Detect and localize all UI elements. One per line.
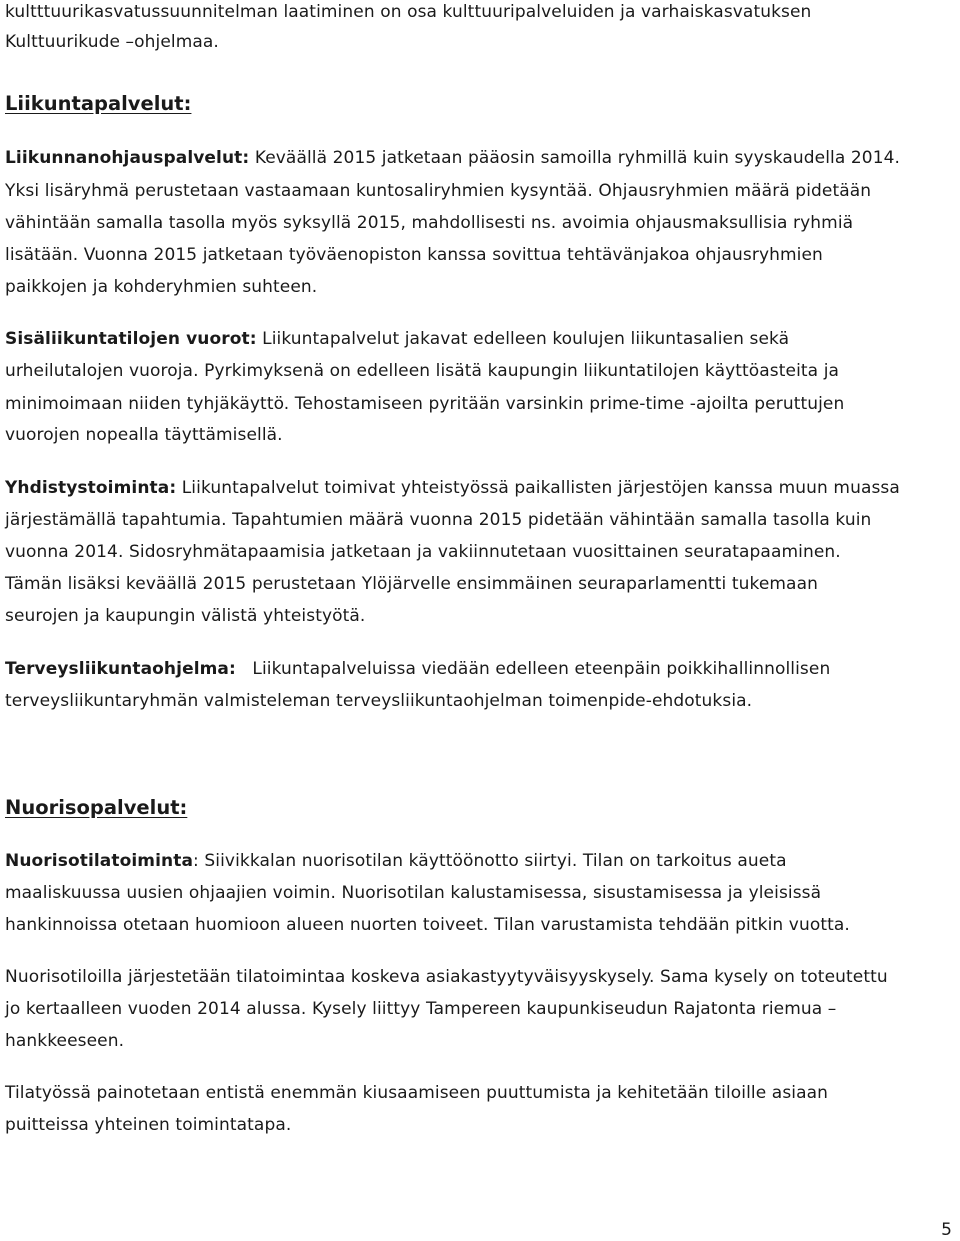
section-heading-liikuntapalvelut: Liikuntapalvelut: — [5, 92, 192, 115]
paragraph-line: vuonna 2014. Sidosryhmätapaamisia jatketaan ja vakiinnutetaan vuosittainen seuratapaaminen. — [5, 542, 841, 562]
paragraph-line — [5, 850, 787, 872]
intro-line-2: Kulttuurikude –ohjelmaa. — [5, 32, 219, 52]
paragraph-line: puitteissa yhteinen toimintatapa. — [5, 1115, 292, 1135]
paragraph-line: hankinnoissa otetaan huomioon alueen nuorten toiveet. Tilan varustamista tehdään pitkin vuotta. — [5, 915, 850, 935]
paragraph-line — [5, 477, 900, 499]
paragraph-line: hankkeeseen. — [5, 1031, 125, 1051]
paragraph-line: seurojen ja kaupungin välistä yhteistyötä. — [5, 606, 366, 626]
paragraph-line — [5, 328, 789, 350]
paragraph-line: Yksi lisäryhmä perustetaan vastaamaan kuntosaliryhmien kysyntää. Ohjausryhmien määrä pidetään — [5, 181, 872, 201]
paragraph-line: Tämän lisäksi keväällä 2015 perustetaan Ylöjärvelle ensimmäinen seuraparlamentti tukemaan — [5, 574, 818, 594]
paragraph-line: minimoimaan niiden tyhjäkäyttö. Tehostamiseen pyritään varsinkin prime-time -ajoilta peruttujen — [5, 394, 845, 414]
paragraph-line: Nuorisotiloilla järjestetään tilatoimintaa koskeva asiakastyytyväisyyskysely. Sama kysely on toteutettu — [5, 967, 888, 987]
paragraph-line: terveysliikuntaryhmän valmisteleman terveysliikuntaohjelman toimenpide-ehdotuksia. — [5, 691, 753, 711]
paragraph-text: Keväällä 2015 jatketaan pääosin samoilla ryhmillä kuin syyskaudella 2014. — [249, 148, 901, 168]
paragraph-label: Yhdistystoiminta: — [5, 478, 177, 498]
paragraph-label: Sisäliikuntatilojen vuorot: — [5, 329, 257, 349]
paragraph-line: vuorojen nopealla täyttämisellä. — [5, 425, 283, 445]
paragraph-label: Terveysliikuntaohjelma: — [5, 659, 236, 679]
intro-line-1: kultttuurikasvatussuunnitelman laatiminen on osa kulttuuripalveluiden ja varhaiskasvatuksen — [5, 2, 812, 22]
paragraph-line: urheilutalojen vuoroja. Pyrkimyksenä on edelleen lisätä kaupungin liikuntatilojen käyttöasteita ja — [5, 361, 840, 381]
paragraph-line: maaliskuussa uusien ohjaajien voimin. Nuorisotilan kalustamisessa, sisustamisessa ja yleisissä — [5, 883, 822, 903]
paragraph-line: Tilatyössä painotetaan entistä enemmän kiusaamiseen puuttumista ja kehitetään tiloille asiaan — [5, 1083, 829, 1103]
section-heading-nuorisopalvelut: Nuorisopalvelut: — [5, 796, 188, 819]
paragraph-text: Liikuntapalvelut toimivat yhteistyössä paikallisten järjestöjen kanssa muun muassa — [176, 478, 900, 498]
paragraph-line — [5, 658, 830, 680]
paragraph-line: lisätään. Vuonna 2015 jatketaan työväenopiston kanssa sovittua tehtävänjakoa ohjausryhmien — [5, 245, 823, 265]
paragraph-line: järjestämällä tapahtumia. Tapahtumien määrä vuonna 2015 pidetään vähintään samalla tasolla kuin — [5, 510, 872, 530]
paragraph-text: Liikuntapalvelut jakavat edelleen koulujen liikuntasalien sekä — [256, 329, 790, 349]
paragraph-line: vähintään samalla tasolla myös syksyllä 2015, mahdollisesti ns. avoimia ohjausmaksullisia ryhmiä — [5, 213, 854, 233]
paragraph-line — [5, 147, 900, 169]
paragraph-text: : Siivikkalan nuorisotilan käyttöönotto siirtyi. Tilan on tarkoitus aueta — [193, 851, 787, 871]
paragraph-label: Nuorisotilatoiminta — [5, 851, 194, 871]
paragraph-line: paikkojen ja kohderyhmien suhteen. — [5, 277, 318, 297]
page-number: 5 — [941, 1220, 952, 1240]
paragraph-label: Liikunnanohjauspalvelut: — [5, 148, 250, 168]
paragraph-text: Liikuntapalveluissa viedään edelleen eteenpäin poikkihallinnollisen — [235, 659, 831, 679]
paragraph-line: jo kertaalleen vuoden 2014 alussa. Kysely liittyy Tampereen kaupunkiseudun Rajatonta riemua – — [5, 999, 837, 1019]
